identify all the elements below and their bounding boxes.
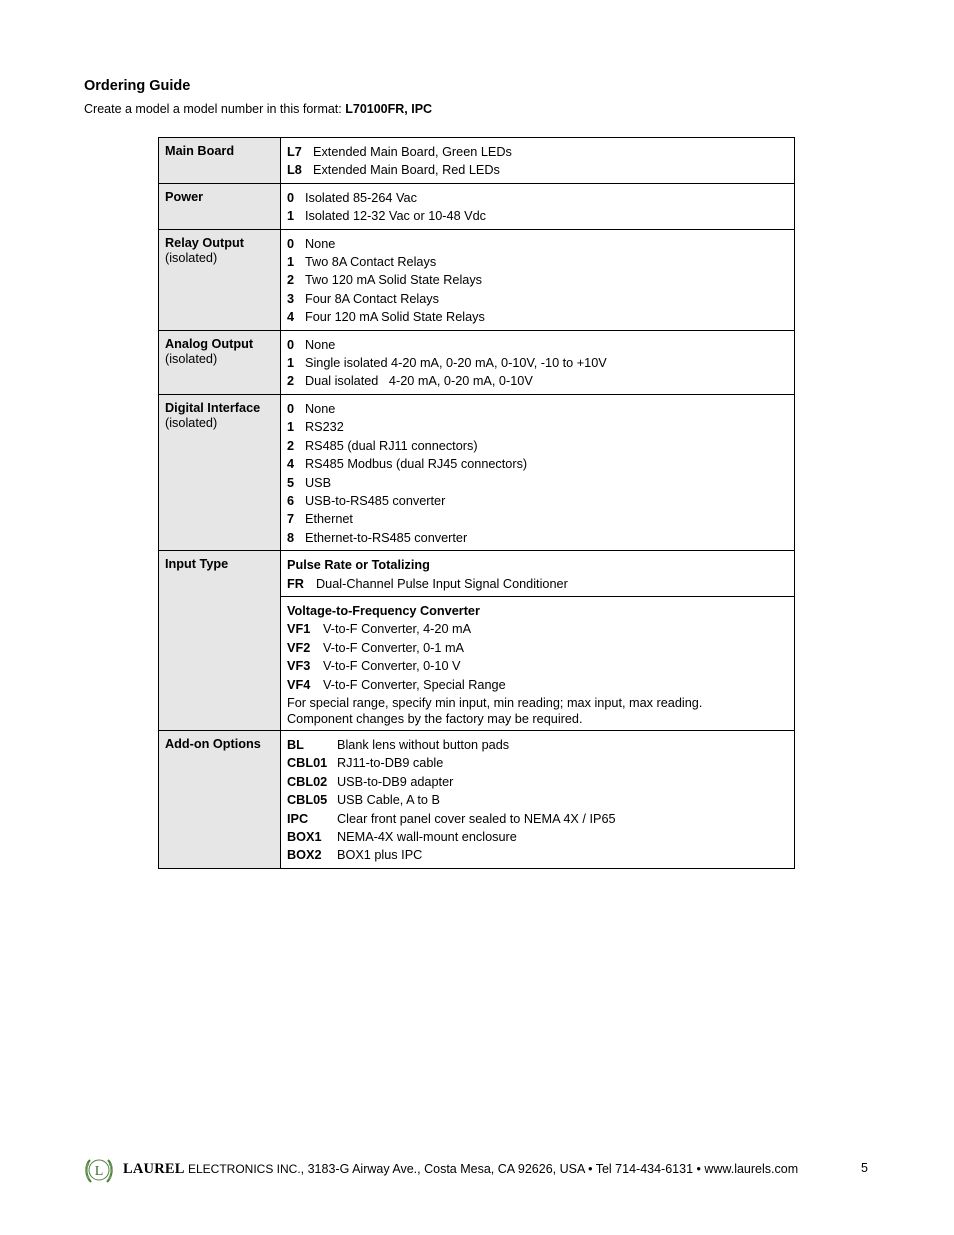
option-desc: USB Cable, A to B — [337, 793, 440, 808]
footer-contact — [123, 1161, 798, 1178]
option-code: CBL05 — [287, 793, 328, 808]
option-item — [287, 529, 788, 547]
option-item — [287, 235, 788, 253]
option-code: 2 — [287, 273, 295, 288]
category-cell — [159, 551, 281, 731]
option-code: BOX2 — [287, 848, 322, 863]
option-desc: Blank lens without button pads — [337, 737, 510, 752]
option-item — [287, 336, 788, 354]
footer-website[interactable]: www.laurels.com — [704, 1162, 799, 1176]
option-item — [287, 828, 788, 846]
digital-interface-row — [159, 394, 795, 550]
add-on-options-row — [159, 730, 795, 868]
category-note: (isolated) — [165, 415, 218, 430]
option-item — [287, 676, 788, 694]
option-item — [287, 575, 788, 593]
option-code: 8 — [287, 530, 295, 545]
option-item — [287, 308, 788, 326]
option-code: 1 — [287, 209, 295, 224]
laurel-logo — [82, 1154, 116, 1188]
option-desc: V-to-F Converter, Special Range — [323, 677, 506, 692]
option-code: 0 — [287, 337, 295, 352]
category-cell — [159, 394, 281, 550]
option-item — [287, 736, 788, 754]
category-cell — [159, 229, 281, 330]
format-instruction-text: Create a model a model number in this format: — [84, 102, 346, 116]
option-desc: Clear front panel cover sealed to NEMA 4X / IP65 — [337, 811, 616, 826]
options-cell — [281, 596, 795, 730]
option-desc: Four 8A Contact Relays — [305, 291, 439, 306]
option-code: 0 — [287, 190, 295, 205]
option-desc: V-to-F Converter, 0-1 mA — [323, 640, 465, 655]
options-cell — [281, 730, 795, 868]
option-code: VF1 — [287, 622, 311, 637]
option-item — [287, 657, 788, 675]
option-item — [287, 189, 788, 207]
option-code: L8 — [287, 163, 302, 178]
option-code: 1 — [287, 255, 295, 270]
option-code: 1 — [287, 420, 295, 435]
option-code: 2 — [287, 438, 295, 453]
option-desc: RJ11-to-DB9 cable — [337, 756, 444, 771]
category-cell — [159, 330, 281, 394]
option-code: 5 — [287, 475, 295, 490]
ordering-guide-table — [158, 137, 795, 869]
option-item — [287, 455, 788, 473]
option-desc: V-to-F Converter, 0-10 V — [323, 659, 461, 674]
category-name: Analog Output — [165, 336, 254, 351]
category-name: Input Type — [165, 557, 229, 572]
option-desc: USB-to-RS485 converter — [305, 493, 446, 508]
footer-company: ELECTRONICS INC. — [184, 1162, 301, 1176]
option-code: L7 — [287, 145, 302, 159]
option-desc: Ethernet-to-RS485 converter — [305, 530, 468, 545]
option-code: 2 — [287, 374, 295, 389]
option-item — [287, 207, 788, 225]
option-desc: Isolated 85-264 Vac — [305, 190, 417, 205]
option-desc: Single isolated 4-20 mA, 0-20 mA, 0-10V, -10 to +10V — [305, 356, 607, 371]
logo-letter: L — [94, 1164, 104, 1179]
option-code: VF4 — [287, 677, 311, 692]
option-code: VF2 — [287, 640, 311, 655]
model-number-example: L70100FR, IPC — [345, 102, 433, 116]
option-code: 4 — [287, 457, 295, 472]
option-item — [287, 161, 788, 179]
option-item — [287, 510, 788, 528]
page-number: 5 — [861, 1161, 868, 1175]
category-name: Add-on Options — [165, 736, 261, 751]
option-item — [287, 791, 788, 809]
main-board-row — [159, 138, 795, 184]
options-cell — [281, 551, 795, 597]
category-name: Digital Interface — [165, 400, 261, 415]
options-cell — [281, 229, 795, 330]
footer-address: , 3183-G Airway Ave., Costa Mesa, CA 92626, USA — [300, 1162, 585, 1176]
option-item — [287, 846, 788, 864]
option-desc: V-to-F Converter, 4-20 mA — [323, 622, 472, 637]
option-item — [287, 492, 788, 510]
option-code: 4 — [287, 310, 295, 325]
option-item — [287, 754, 788, 772]
option-desc: Dual isolated 4-20 mA, 0-20 mA, 0-10V — [305, 374, 533, 389]
analog-output-row — [159, 330, 795, 394]
category-note: (isolated) — [165, 250, 218, 265]
category-cell — [159, 138, 281, 184]
page-footer — [82, 1154, 872, 1188]
option-code: 6 — [287, 493, 295, 508]
option-item — [287, 418, 788, 436]
option-item — [287, 271, 788, 289]
option-code: IPC — [287, 811, 309, 826]
option-code: 0 — [287, 236, 295, 251]
option-code: CBL02 — [287, 774, 328, 789]
option-desc: None — [305, 236, 336, 251]
footer-bullet: • — [693, 1162, 705, 1176]
option-desc: USB-to-DB9 adapter — [337, 774, 454, 789]
special-range-note: For special range, specify min input, min reading; max input, max reading. — [287, 695, 703, 710]
option-item — [287, 354, 788, 372]
option-desc: Extended Main Board, Red LEDs — [313, 163, 500, 178]
option-code: BL — [287, 737, 304, 752]
option-item — [287, 290, 788, 308]
option-item — [287, 372, 788, 390]
option-item — [287, 620, 788, 638]
category-cell — [159, 183, 281, 229]
page-heading: Ordering Guide — [84, 78, 191, 94]
option-code: CBL01 — [287, 756, 328, 771]
category-name: Power — [165, 189, 204, 204]
option-code: 0 — [287, 401, 295, 416]
options-cell — [281, 138, 795, 184]
footer-tel: Tel 714-434-6131 — [595, 1162, 694, 1176]
option-item — [287, 474, 788, 492]
footer-bullet: • — [584, 1162, 596, 1176]
option-desc: Two 120 mA Solid State Relays — [305, 273, 483, 288]
option-desc: NEMA-4X wall-mount enclosure — [337, 830, 517, 844]
category-name: Relay Output — [165, 235, 244, 250]
option-desc: Dual-Channel Pulse Input Signal Conditioner — [316, 576, 568, 591]
option-desc: Four 120 mA Solid State Relays — [305, 310, 485, 325]
option-code: FR — [287, 576, 304, 591]
option-item — [287, 400, 788, 418]
option-desc: None — [305, 401, 336, 416]
category-note: (isolated) — [165, 351, 218, 366]
option-item — [287, 773, 788, 791]
option-desc: Extended Main Board, Green LEDs — [313, 145, 512, 159]
option-desc: RS485 (dual RJ11 connectors) — [305, 438, 478, 453]
option-item — [287, 253, 788, 271]
component-change-note: Component changes by the factory may be required. — [287, 711, 583, 726]
option-item — [287, 437, 788, 455]
option-code: 1 — [287, 356, 295, 371]
option-desc: None — [305, 337, 336, 352]
option-code: VF3 — [287, 659, 311, 674]
subgroup-title: Pulse Rate or Totalizing — [287, 558, 430, 573]
option-desc: Ethernet — [305, 512, 353, 527]
footer-brand: LAUREL — [123, 1161, 185, 1177]
category-name: Main Board — [165, 144, 235, 158]
option-desc: USB — [305, 475, 332, 490]
option-item — [287, 810, 788, 828]
options-cell — [281, 183, 795, 229]
options-cell — [281, 394, 795, 550]
category-cell — [159, 730, 281, 868]
option-desc: BOX1 plus IPC — [337, 848, 423, 863]
option-item — [287, 639, 788, 657]
options-cell — [281, 330, 795, 394]
power-row — [159, 183, 795, 229]
option-code: 7 — [287, 512, 295, 527]
option-desc: RS232 — [305, 420, 344, 435]
input-type-row — [159, 551, 795, 597]
format-instruction — [84, 102, 432, 116]
option-desc: RS485 Modbus (dual RJ45 connectors) — [305, 457, 528, 472]
option-code: 3 — [287, 291, 295, 306]
option-desc: Two 8A Contact Relays — [305, 255, 437, 270]
option-desc: Isolated 12-32 Vac or 10-48 Vdc — [305, 209, 487, 224]
subgroup-title: Voltage-to-Frequency Converter — [287, 603, 480, 618]
option-code: BOX1 — [287, 830, 322, 844]
option-item — [287, 143, 788, 161]
relay-output-row — [159, 229, 795, 330]
